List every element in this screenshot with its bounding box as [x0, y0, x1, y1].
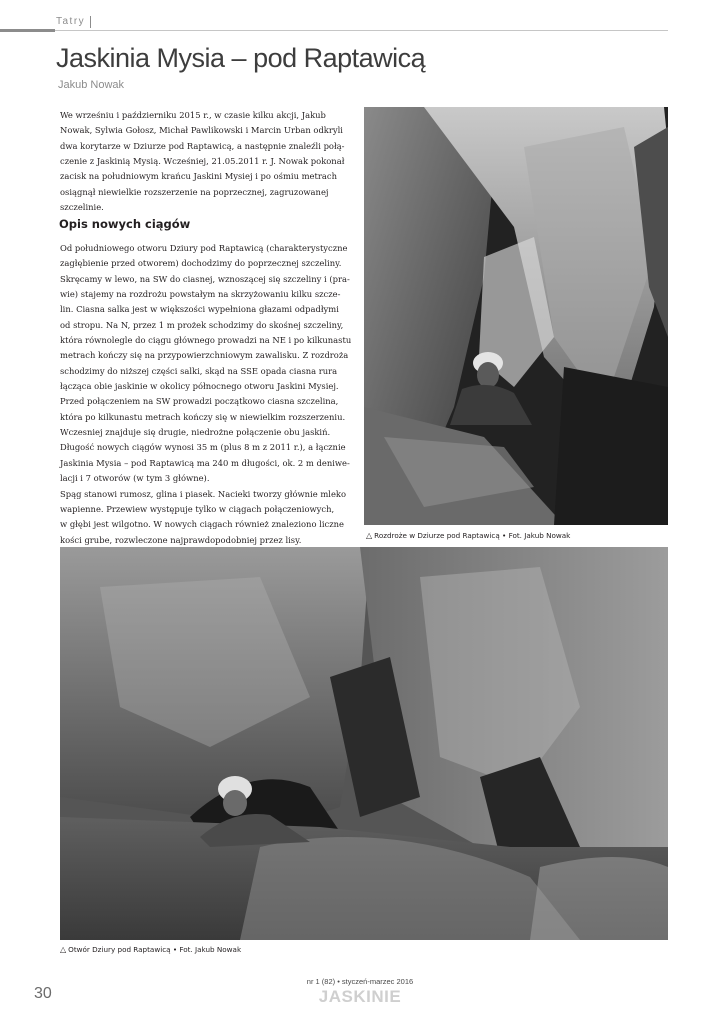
text-line: Spąg stanowi rumosz, glina i piasek. Nacieki tworzy głównie mleko [60, 488, 347, 499]
magazine-logo: JASKINIE [318, 987, 402, 1006]
section-tag-bar [0, 29, 55, 32]
cave-junction-photo [364, 107, 668, 525]
body-paragraph [60, 241, 353, 548]
text-line: schodzimy do niższej części salki, skąd na SSE opada ciasna rura [60, 365, 338, 376]
header-rule [55, 30, 668, 31]
text-line: w głębi jest wilgotno. W nowych ciągach również znaleziono liczne [60, 519, 344, 530]
text-line: metrach kończy się na przypowierzchniowym zawalisku. Z rozdroża [60, 350, 349, 361]
triangle-up-icon: △ [60, 945, 67, 954]
text-line: Nowak, Sylwia Gołosz, Michał Pawlikowski i Marcin Urban odkryli [60, 125, 343, 136]
text-line: Skręcamy w lewo, na SW do ciasnej, wznoszącej się szczeliny i (pra- [60, 273, 350, 284]
text-line: zacisk na południowym krańcu Jaskini Mysiej i po ośmiu metrach [60, 171, 337, 182]
article-title: Jaskinia Mysia – pod Raptawicą [56, 43, 426, 73]
article-author: Jakub Nowak [58, 79, 125, 91]
issue-info: nr 1 (82) • styczeń-marzec 2016 [306, 977, 414, 986]
text-line: czenie z Jaskinią Mysią. Wcześniej, 21.05.2011 r. J. Nowak pokonał [60, 156, 345, 167]
text-line: od stropu. Na N, przez 1 m prożek schodzimy do skośnej szczeliny, [60, 319, 344, 330]
text-line: wapienne. Przewiew występuje tylko w ciągach połączeniowych, [60, 503, 335, 514]
text-line: Jaskinia Mysia – pod Raptawicą ma 240 m długości, ok. 2 m deniwe- [60, 457, 350, 468]
text-line: która równolegle do ciągu głównego prowadzi na NE i po kilkunastu [60, 335, 352, 346]
text-line: Przed połączeniem na SW prowadzi początkowo ciasna szczelina, [60, 396, 339, 407]
text-line: lacji i 7 otworów (w tym 3 główne). [60, 473, 210, 484]
text-line: dwa korytarze w Dziurze pod Raptawicą, a następnie znaleźli połą- [60, 140, 345, 151]
triangle-up-icon: △ [366, 531, 373, 540]
figure-caption [366, 531, 570, 540]
text-line: zagłębienie przed otworem) dochodzimy do poprzecznej szczeliny. [60, 258, 342, 269]
text-line: lin. Ciasna salka jest w większości wypełniona głazami odpadłymi [60, 304, 339, 315]
section-tag: Tatry [56, 16, 91, 28]
cave-entrance-photo [60, 547, 668, 940]
caption-text: Rozdroże w Dziurze pod Raptawicą • Fot. Jakub Nowak [374, 531, 571, 540]
page-number: 30 [34, 985, 52, 1002]
text-line: która po kilkunastu metrach kończy się w niewielkim rozszerzeniu. [60, 411, 346, 422]
text-line: szczelinie. [60, 202, 104, 213]
intro-paragraph [60, 108, 353, 215]
text-line: Długość nowych ciągów wynosi 35 m (plus 8 m z 2011 r.), a łącznie [60, 442, 346, 453]
text-line: łącząca obie jaskinie w okolicy północnego otworu Jaskini Mysiej. [60, 381, 339, 392]
text-line: Wczesniej znajduje się drugie, niedrożne połączenie obu jaskiń. [60, 427, 331, 438]
text-line: wie) stajemy na rozdrożu powstałym na skrzyżowaniu kilku szcze- [60, 289, 341, 300]
section-subheading: Opis nowych ciągów [59, 217, 191, 231]
text-line: Od południowego otworu Dziury pod Raptawicą (charakterystyczne [60, 243, 348, 253]
figure-caption [60, 945, 241, 954]
text-line: osiągnął niewielkie rozszerzenie na poprzecznej, zagruzowanej [60, 186, 329, 197]
text-line: kości grube, rozwleczone najprawdopodobniej przez lisy. [60, 534, 302, 545]
caption-text: Otwór Dziury pod Raptawicą • Fot. Jakub Nowak [68, 945, 242, 954]
text-line: We wrześniu i październiku 2015 r., w czasie kilku akcji, Jakub [60, 110, 326, 120]
